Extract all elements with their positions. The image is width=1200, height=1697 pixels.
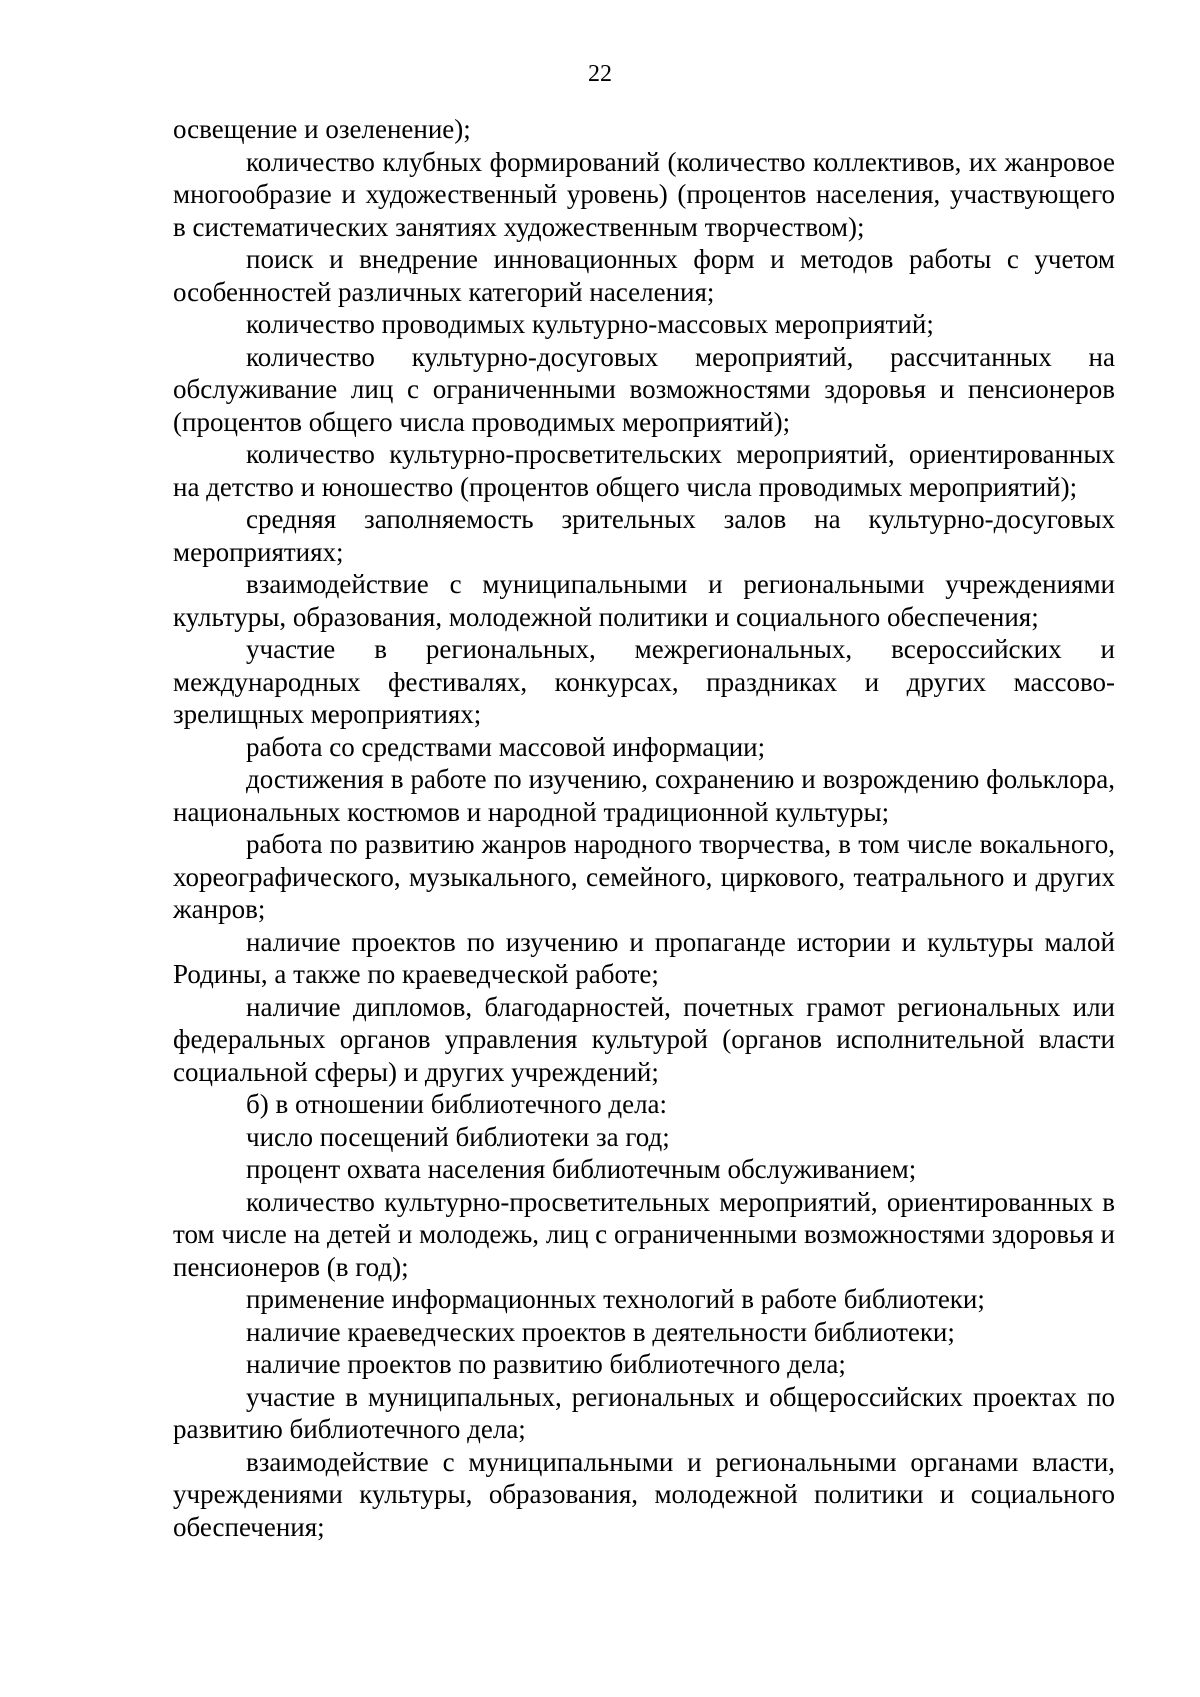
section-heading: б) в отношении библиотечного дела: xyxy=(246,1089,668,1119)
paragraph: количество проводимых культурно-массовых мероприятий; xyxy=(246,309,934,339)
paragraph: количество клубных формирований (количество коллективов, их жанровое многообразие и художественный уровень) (процентов населения, участвующего в систематических занятиях художественным творчеством); xyxy=(173,146,1115,242)
paragraph: наличие краеведческих проектов в деятельности библиотеки; xyxy=(246,1316,955,1347)
paragraph: освещение и озеленение); xyxy=(173,114,471,144)
paragraph: количество культурно-просветительных мероприятий, ориентированных в том числе на детей и молодежь, лиц с ограниченными возможностями здоровья и пенсионеров (в год); xyxy=(173,1186,1115,1282)
document-body xyxy=(173,113,1115,1543)
paragraph: наличие проектов по изучению и пропаганде истории и культуры малой Родины, а также по краеведческой работе; xyxy=(173,926,1115,989)
paragraph: количество культурно-просветительских мероприятий, ориентированных на детство и юношество (процентов общего числа проводимых мероприятий); xyxy=(173,439,1115,502)
paragraph: процент охвата населения библиотечным обслуживанием; xyxy=(246,1154,917,1184)
paragraph: работа со средствами массовой информации; xyxy=(246,731,766,762)
page-number: 22 xyxy=(588,61,612,87)
paragraph: работа по развитию жанров народного творчества, в том числе вокального, хореографического, музыкального, семейного, циркового, театрального и других жанров; xyxy=(173,829,1115,924)
paragraph: средняя заполняемость зрительных залов на культурно-досуговых мероприятиях; xyxy=(173,504,1115,567)
paragraph: участие в региональных, межрегиональных, всероссийских и международных фестивалях, конкурсах, праздниках и других массово-зрелищных мероприятиях; xyxy=(173,634,1115,729)
paragraph: количество культурно-досуговых мероприятий, рассчитанных на обслуживание лиц с ограниченными возможностями здоровья и пенсионеров (процентов общего числа проводимых мероприятий); xyxy=(173,341,1115,437)
paragraph: взаимодействие с муниципальными и региональными органами власти, учреждениями культуры, образования, молодежной политики и социального обеспечения; xyxy=(173,1446,1115,1542)
paragraph: взаимодействие с муниципальными и региональными учреждениями культуры, образования, молодежной политики и социального обеспечения; xyxy=(173,569,1115,632)
paragraph: достижения в работе по изучению, сохранению и возрождению фольклора, национальных костюмов и народной традиционной культуры; xyxy=(173,764,1115,827)
paragraph: наличие дипломов, благодарностей, почетных грамот региональных или федеральных органов управления культурой (органов исполнительной власти социальной сферы) и других учреждений; xyxy=(173,991,1115,1087)
paragraph: участие в муниципальных, региональных и общероссийских проектах по развитию библиотечного дела; xyxy=(173,1381,1115,1444)
paragraph: применение информационных технологий в работе библиотеки; xyxy=(246,1284,985,1314)
paragraph: поиск и внедрение инновационных форм и методов работы с учетом особенностей различных категорий населения; xyxy=(173,244,1115,307)
paragraph: наличие проектов по развитию библиотечного дела; xyxy=(246,1349,846,1379)
paragraph: число посещений библиотеки за год; xyxy=(246,1121,670,1152)
